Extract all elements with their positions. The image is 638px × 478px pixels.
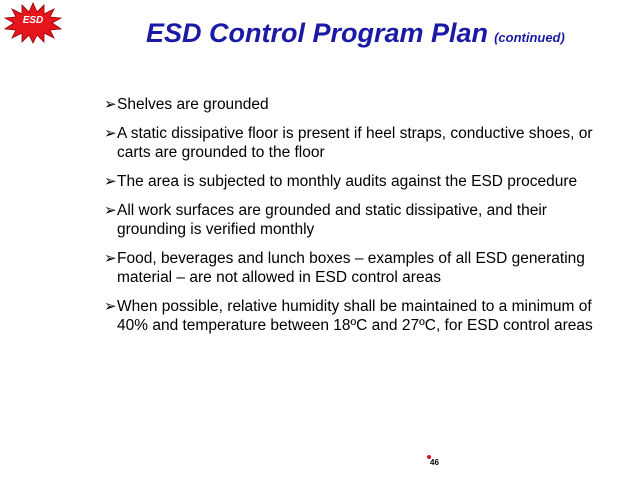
title-main: ESD Control Program Plan — [146, 18, 489, 48]
bullet-text: Food, beverages and lunch boxes – examples of all ESD generating material – are not allowed in ESD control areas — [117, 250, 585, 286]
bullet-text: Shelves are grounded — [117, 96, 269, 113]
bullet-text: When possible, relative humidity shall be maintained to a minimum of 40% and temperature between 18ºC and 27ºC, for ESD control areas — [117, 298, 593, 334]
bullet-text: The area is subjected to monthly audits against the ESD procedure — [117, 173, 578, 190]
bullet-text: All work surfaces are grounded and static dissipative, and their grounding is verified monthly — [117, 202, 547, 238]
arrow-bullet-icon: ➢ — [104, 202, 117, 219]
bullet-item — [104, 172, 604, 191]
arrow-bullet-icon: ➢ — [104, 125, 117, 142]
bullet-item — [104, 95, 604, 114]
bullet-list — [104, 95, 604, 345]
page-title — [146, 18, 565, 49]
arrow-bullet-icon: ➢ — [104, 173, 117, 190]
esd-logo-label: ESD — [22, 15, 44, 26]
arrow-bullet-icon: ➢ — [104, 298, 117, 315]
bullet-item — [104, 249, 604, 287]
title-subtitle: (continued) — [494, 30, 565, 45]
arrow-bullet-icon: ➢ — [104, 96, 117, 113]
bullet-item — [104, 201, 604, 239]
arrow-bullet-icon: ➢ — [104, 250, 117, 267]
bullet-item — [104, 297, 604, 335]
esd-logo — [4, 2, 62, 44]
bullet-text: A static dissipative floor is present if heel straps, conductive shoes, or carts are grounded to the floor — [117, 125, 593, 161]
bullet-item — [104, 124, 604, 162]
page-number: 46 — [430, 458, 439, 467]
